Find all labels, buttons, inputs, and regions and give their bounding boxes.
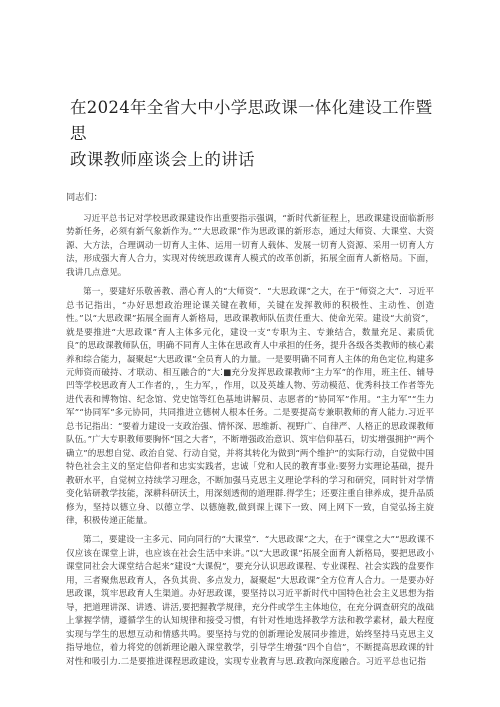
paragraph-intro: 习近平总书记对学校思政课建设作出重要指示强调，“新时代新征程上，思政课建设面临新形势新任务，必须有新气象新作为。”“大思政课”作为思政课的新形态，通过大师资、大课堂、大资源、大方法，合理调动一切育人主体、运用一切育人载体、发展一切育人资源、采用一切育人方法，形成强大育人合力，实现对传统思政课育人模式的改革创新，拓展全面育人新格局。下面，我讲几点意见。 <box>66 214 434 278</box>
title-line-2: 政课教师座谈会上的讲话 <box>70 150 255 169</box>
greeting: 同志们： <box>66 192 103 203</box>
title-line-1: 在2024年全省大中小学思政课一体化建设工作暨思 <box>70 98 433 143</box>
paragraph-second: 第二，要建设一主多元、同向同行的“大课堂”．“大思政课”之大，在于“课堂之大”“思政课不仅应该在课堂上讲，也应该在社会生活中来讲。”以“大思政课”拓展全面育人新格局，要把思政小课堂同社会大课堂结合起来”建设“大课倪”，要充分认识思政课程、专业课程、社会实践的盘要作用，三者聚焦思政育人，各负其贵、多点发力，凝聚起“大思政课”全方位育人合力。一是要办好思政课，筑牢思政育人生渠道。办好思政课，要坚持以习近平新时代中国特色社会主义思想为指导，把道理讲深、讲透、讲活,要把握教学规律，充分件或学生主体地位，在充分调查研究的战础上掌握学情，遵循学生的认知规律和接受习惯，有针对性地选择教学方法和教学素材，最大程度实现与学生的思想互动和情感共鸣。要坚持与党的创新理论发展同步推进，始终坚持马克思主义指导地位，着力将党的创新理论融入课堂教学，引导学生增强“四个自信”，不断提高思政课的针对性和吸引力.二是要推进课程思政建设，实现专业教育与思.政教向深度融合。习近平总也记指 <box>66 535 434 667</box>
document-title <box>70 95 434 173</box>
paragraph-first: 第一，要建好乐敬善教、潜心育人的“大师资”．“大思政课”之大，在于“师资之大”．习近平总书记指出，“办好思想政治理论课关键在教师，关键在发挥教师的积极性、主动性、创造性。”以“大思政课”拓展全面育人新格局，思政课教师队伍责任重大、使命光荣。建设“大前资”，就是要推进“大思政课”育人主体多元化，建设一支“专职为主、专兼结合，数量充足、素质优良”的思政课教师队伍，明确不同育人主体在思政育人中承担的任务，提升各级各类教师的核心素养和综合能力，凝聚起“大思政课”全员育人的力量。一是要明确不同育人主体的角色定位,构建多元师资而破持、才联动、相互融合的“大⁚■充分发挥思政课教师“主力军”的作用，班主任、辅导凹等学校思政育人工作者的，，生力军，，作用，以及英雄人物、劳动模范、优秀科技工作者等先进代表和博物馆、纪念馆、党史馆等红色基地讲解员、志愿者的“协同军”作用。“主力军”“生力军”“协同军”多元协同，共同推进立德树人根本任务。二是要提高专兼职教师的育人能力.习近平总书记指出：“要着力建设一支政治强、情怀深、思维新、视野广、自律严、人格正的思政课教师队伍。”广大专职教师要胸怀“国之大者”，不断增强政治意识、筑牢信仰基石，切实增强拥护“两个确立”的思想自觉、政治自觉、行动自觉，并将其转化为做到“两个维护”的实际行动，自觉做中国特色社会主义的坚定信仰者和忠实实践者，忠诚「党和人民的教育事业:要努力实理论基础，提升教研水平，自觉树立持续学习理念，不断加强马克思主义理论学科的学习和研究，同时针对学情变化钻研教学技能，深耕科研沃土，用深刻透彻的道理群.得学生；还要注重自律养成，提升品质修为，坚持以德立身、以德立学、以德施教,做到课上课下一致、网上网下一致，自觉弘扬主旋律，积极传递正能量。 <box>66 287 434 526</box>
